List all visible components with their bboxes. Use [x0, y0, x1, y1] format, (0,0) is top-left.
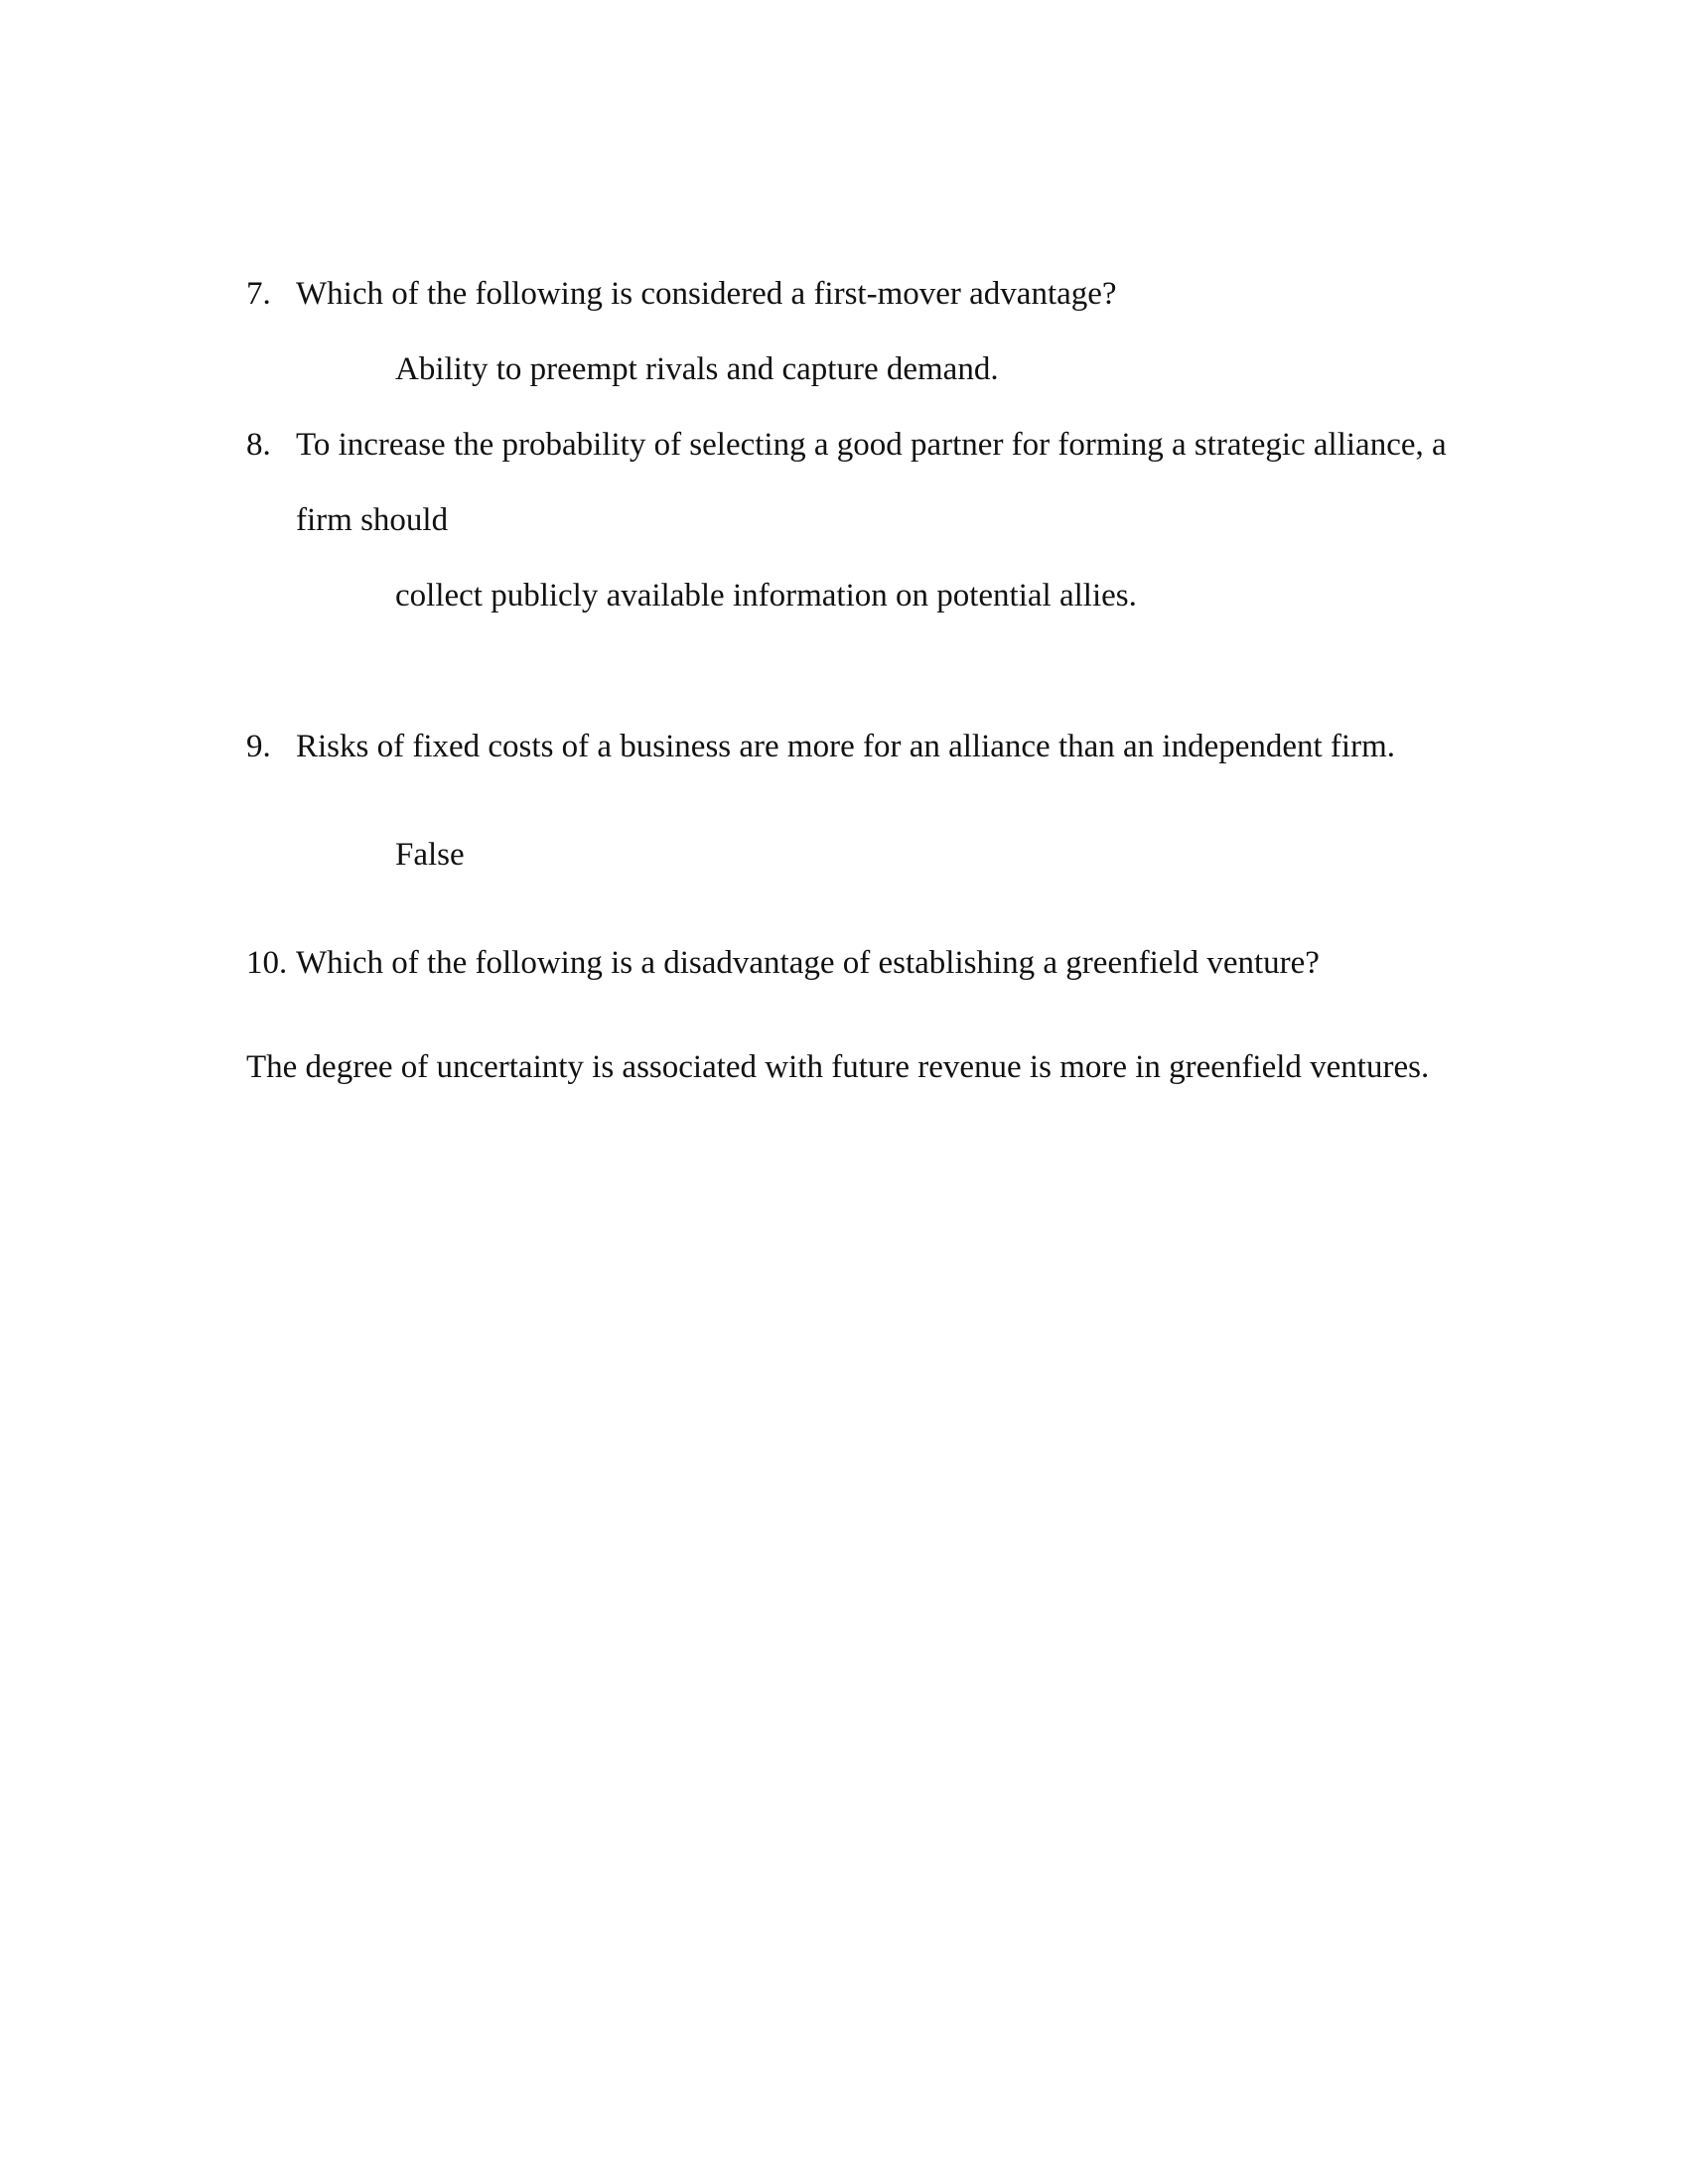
question-10-answer: The degree of uncertainty is associated with future revenue is more in greenfield ventures. — [246, 1049, 1430, 1085]
question-7-number: 7. — [246, 276, 271, 312]
question-8-answer: collect publicly available information on potential allies. — [395, 578, 1137, 614]
question-8-text-1: To increase the probability of selecting a good partner for forming a strategic alliance, a — [296, 427, 1447, 463]
question-8-text-2: firm should — [296, 502, 449, 538]
question-10-text: Which of the following is a disadvantage of establishing a greenfield venture? — [296, 945, 1320, 981]
question-7-answer: Ability to preempt rivals and capture demand. — [395, 351, 999, 387]
question-8-number: 8. — [246, 427, 271, 463]
question-10-number: 10. — [246, 945, 288, 981]
question-9-number: 9. — [246, 729, 271, 764]
question-7-text: Which of the following is considered a first-mover advantage? — [296, 276, 1117, 312]
question-9-answer: False — [395, 837, 465, 873]
question-9-text: Risks of fixed costs of a business are more for an alliance than an independent firm. — [296, 729, 1395, 764]
